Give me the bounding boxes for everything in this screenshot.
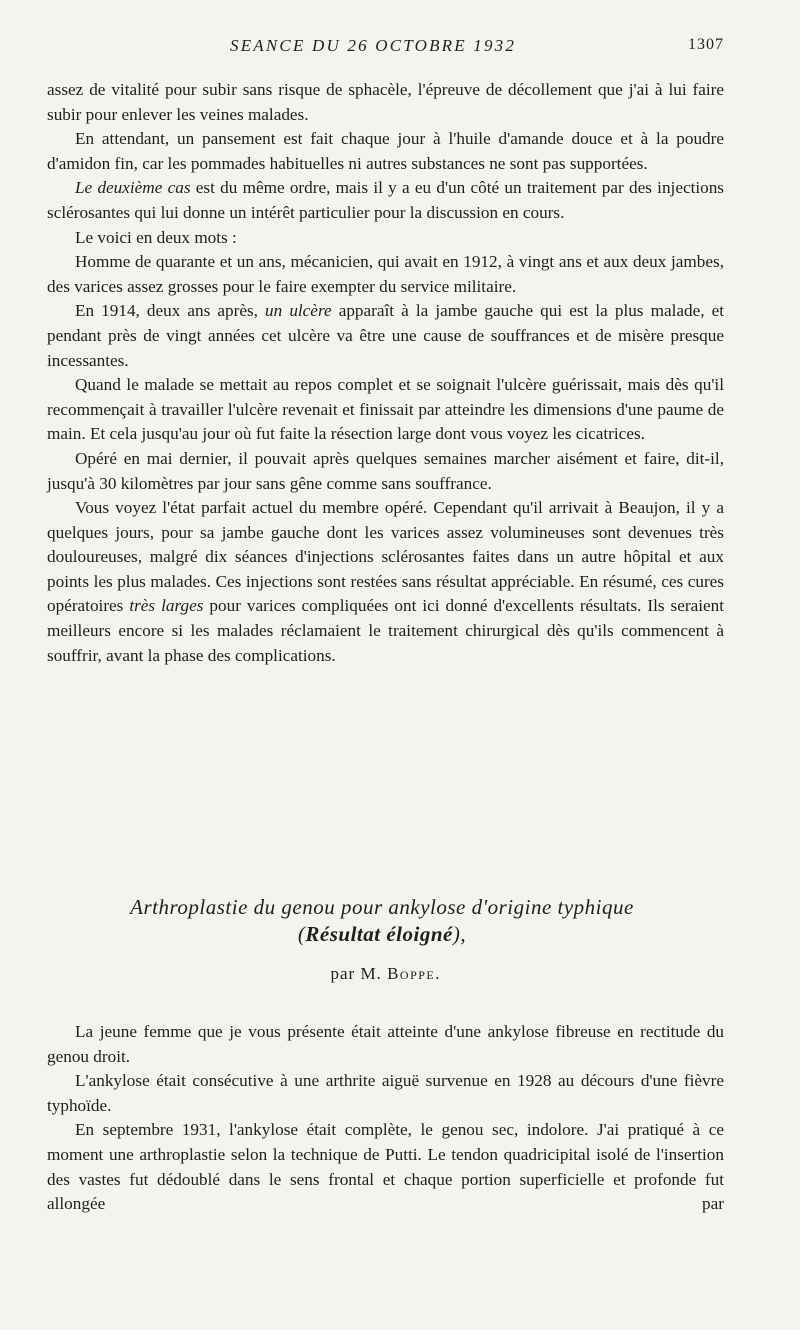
page-number: 1307 xyxy=(688,36,724,53)
paragraph-text: Vous voyez l'état parfait actuel du membre opéré. Cependant qu'il arrivait à Beaujon, il y a quelques jours, pour sa jambe gauche dont les varices assez volumineuses sont devenues très douloureuses, malgré dix séances d'injections sclérosantes faites dans un autre hôpital et aux points les plus malades. Ces injections sont restées sans résultat appréciable. En résumé, ces cures opératoires xyxy=(47,498,724,616)
paragraph xyxy=(47,127,724,176)
article-title xyxy=(40,894,724,948)
paragraph xyxy=(47,1020,724,1069)
paragraph xyxy=(47,78,724,127)
article-author xyxy=(47,964,724,984)
paragraph-text: apparaît à la jambe gauche qui est la plus malade, et pendant près de vingt années cet ulcère va être une cause de souffrances et de misère presque incessantes. xyxy=(47,301,724,370)
paragraph-text: Homme de quarante et un ans, mécanicien, qui avait en 1912, à vingt ans et aux deux jambes, des varices assez grosses pour le faire exempter du service militaire. xyxy=(47,252,724,296)
author-prefix: par M. xyxy=(330,964,388,983)
paragraph xyxy=(47,226,724,251)
paragraph-italic-lead: Le deuxième cas xyxy=(75,178,191,198)
paragraph-italic: un ulcère xyxy=(265,301,332,321)
paragraph-text: Quand le malade se mettait au repos complet et se soignait l'ulcère guérissait, mais dès qu'il recommençait à travailler l'ulcère revenait et finissait par atteindre les dimensions d'une paume de main. Et cela jusqu'au jour où fut faite la résection large dont vous voyez les cicatrices. xyxy=(47,375,724,444)
paragraph xyxy=(47,176,724,225)
subtitle-close-paren: ), xyxy=(452,922,467,946)
paragraph xyxy=(47,447,724,496)
article-subtitle-text: Résultat éloigné xyxy=(305,922,453,946)
body-text-section-2 xyxy=(47,1020,724,1217)
paragraph-text: La jeune femme que je vous présente était atteinte d'une ankylose fibreuse en rectitude du genou droit. xyxy=(47,1022,724,1066)
running-title: SEANCE DU 26 OCTOBRE 1932 xyxy=(230,36,517,55)
article-title-main: Arthroplastie du genou pour ankylose d'origine typhique xyxy=(130,895,634,919)
paragraph-text: En 1914, deux ans après, xyxy=(75,301,266,321)
paragraph-text: Opéré en mai dernier, il pouvait après quelques semaines marcher aisément et faire, dit-il, jusqu'à 30 kilomètres par jour sans gêne comme sans souffrance. xyxy=(47,448,724,493)
paragraph xyxy=(47,1118,724,1216)
paragraph-text: En septembre 1931, l'ankylose était complète, le genou sec, indolore. J'ai pratiqué à ce moment une arthroplastie selon la technique de Putti. Le tendon quadricipital isolé de l'insertion des vastes fut dédoublé dans le sens frontal et chaque portion superficielle et profonde fut allongée par xyxy=(47,1120,724,1214)
article-subtitle xyxy=(40,921,724,948)
page-header xyxy=(0,36,800,56)
subtitle-open-paren: ( xyxy=(297,922,306,946)
paragraph xyxy=(47,250,724,299)
paragraph-text: Le voici en deux mots : xyxy=(75,227,237,247)
paragraph xyxy=(47,1069,724,1118)
paragraph-italic: très larges xyxy=(129,596,204,616)
paragraph-text: pour varices compliquées ont ici donné d'excellents résultats. Ils seraient meilleurs encore si les malades réclamaient le traitement chirurgical dès qu'ils commencent à souffrir, avant la phase des complications. xyxy=(47,596,724,665)
author-suffix: . xyxy=(435,964,441,983)
paragraph-text: est du même ordre, mais il y a eu d'un côté un traitement par des injections sclérosantes qui lui donne un intérêt particulier pour la discussion en cours. xyxy=(47,178,724,222)
paragraph xyxy=(47,299,724,373)
author-name: Boppe xyxy=(387,964,436,983)
paragraph-text: En attendant, un pansement est fait chaque jour à l'huile d'amande douce et à la poudre d'amidon fin, car les pommades habituelles ni autres substances ne sont pas supportées. xyxy=(47,129,724,173)
body-text-section-1 xyxy=(47,78,724,668)
paragraph xyxy=(47,373,724,447)
paragraph xyxy=(47,496,724,668)
paragraph-text: assez de vitalité pour subir sans risque de sphacèle, l'épreuve de décollement que j'ai à lui faire subir pour enlever les veines malades. xyxy=(47,80,724,124)
paragraph-text: L'ankylose était consécutive à une arthrite aiguë survenue en 1928 au décours d'une fièvre typhoïde. xyxy=(47,1071,724,1115)
